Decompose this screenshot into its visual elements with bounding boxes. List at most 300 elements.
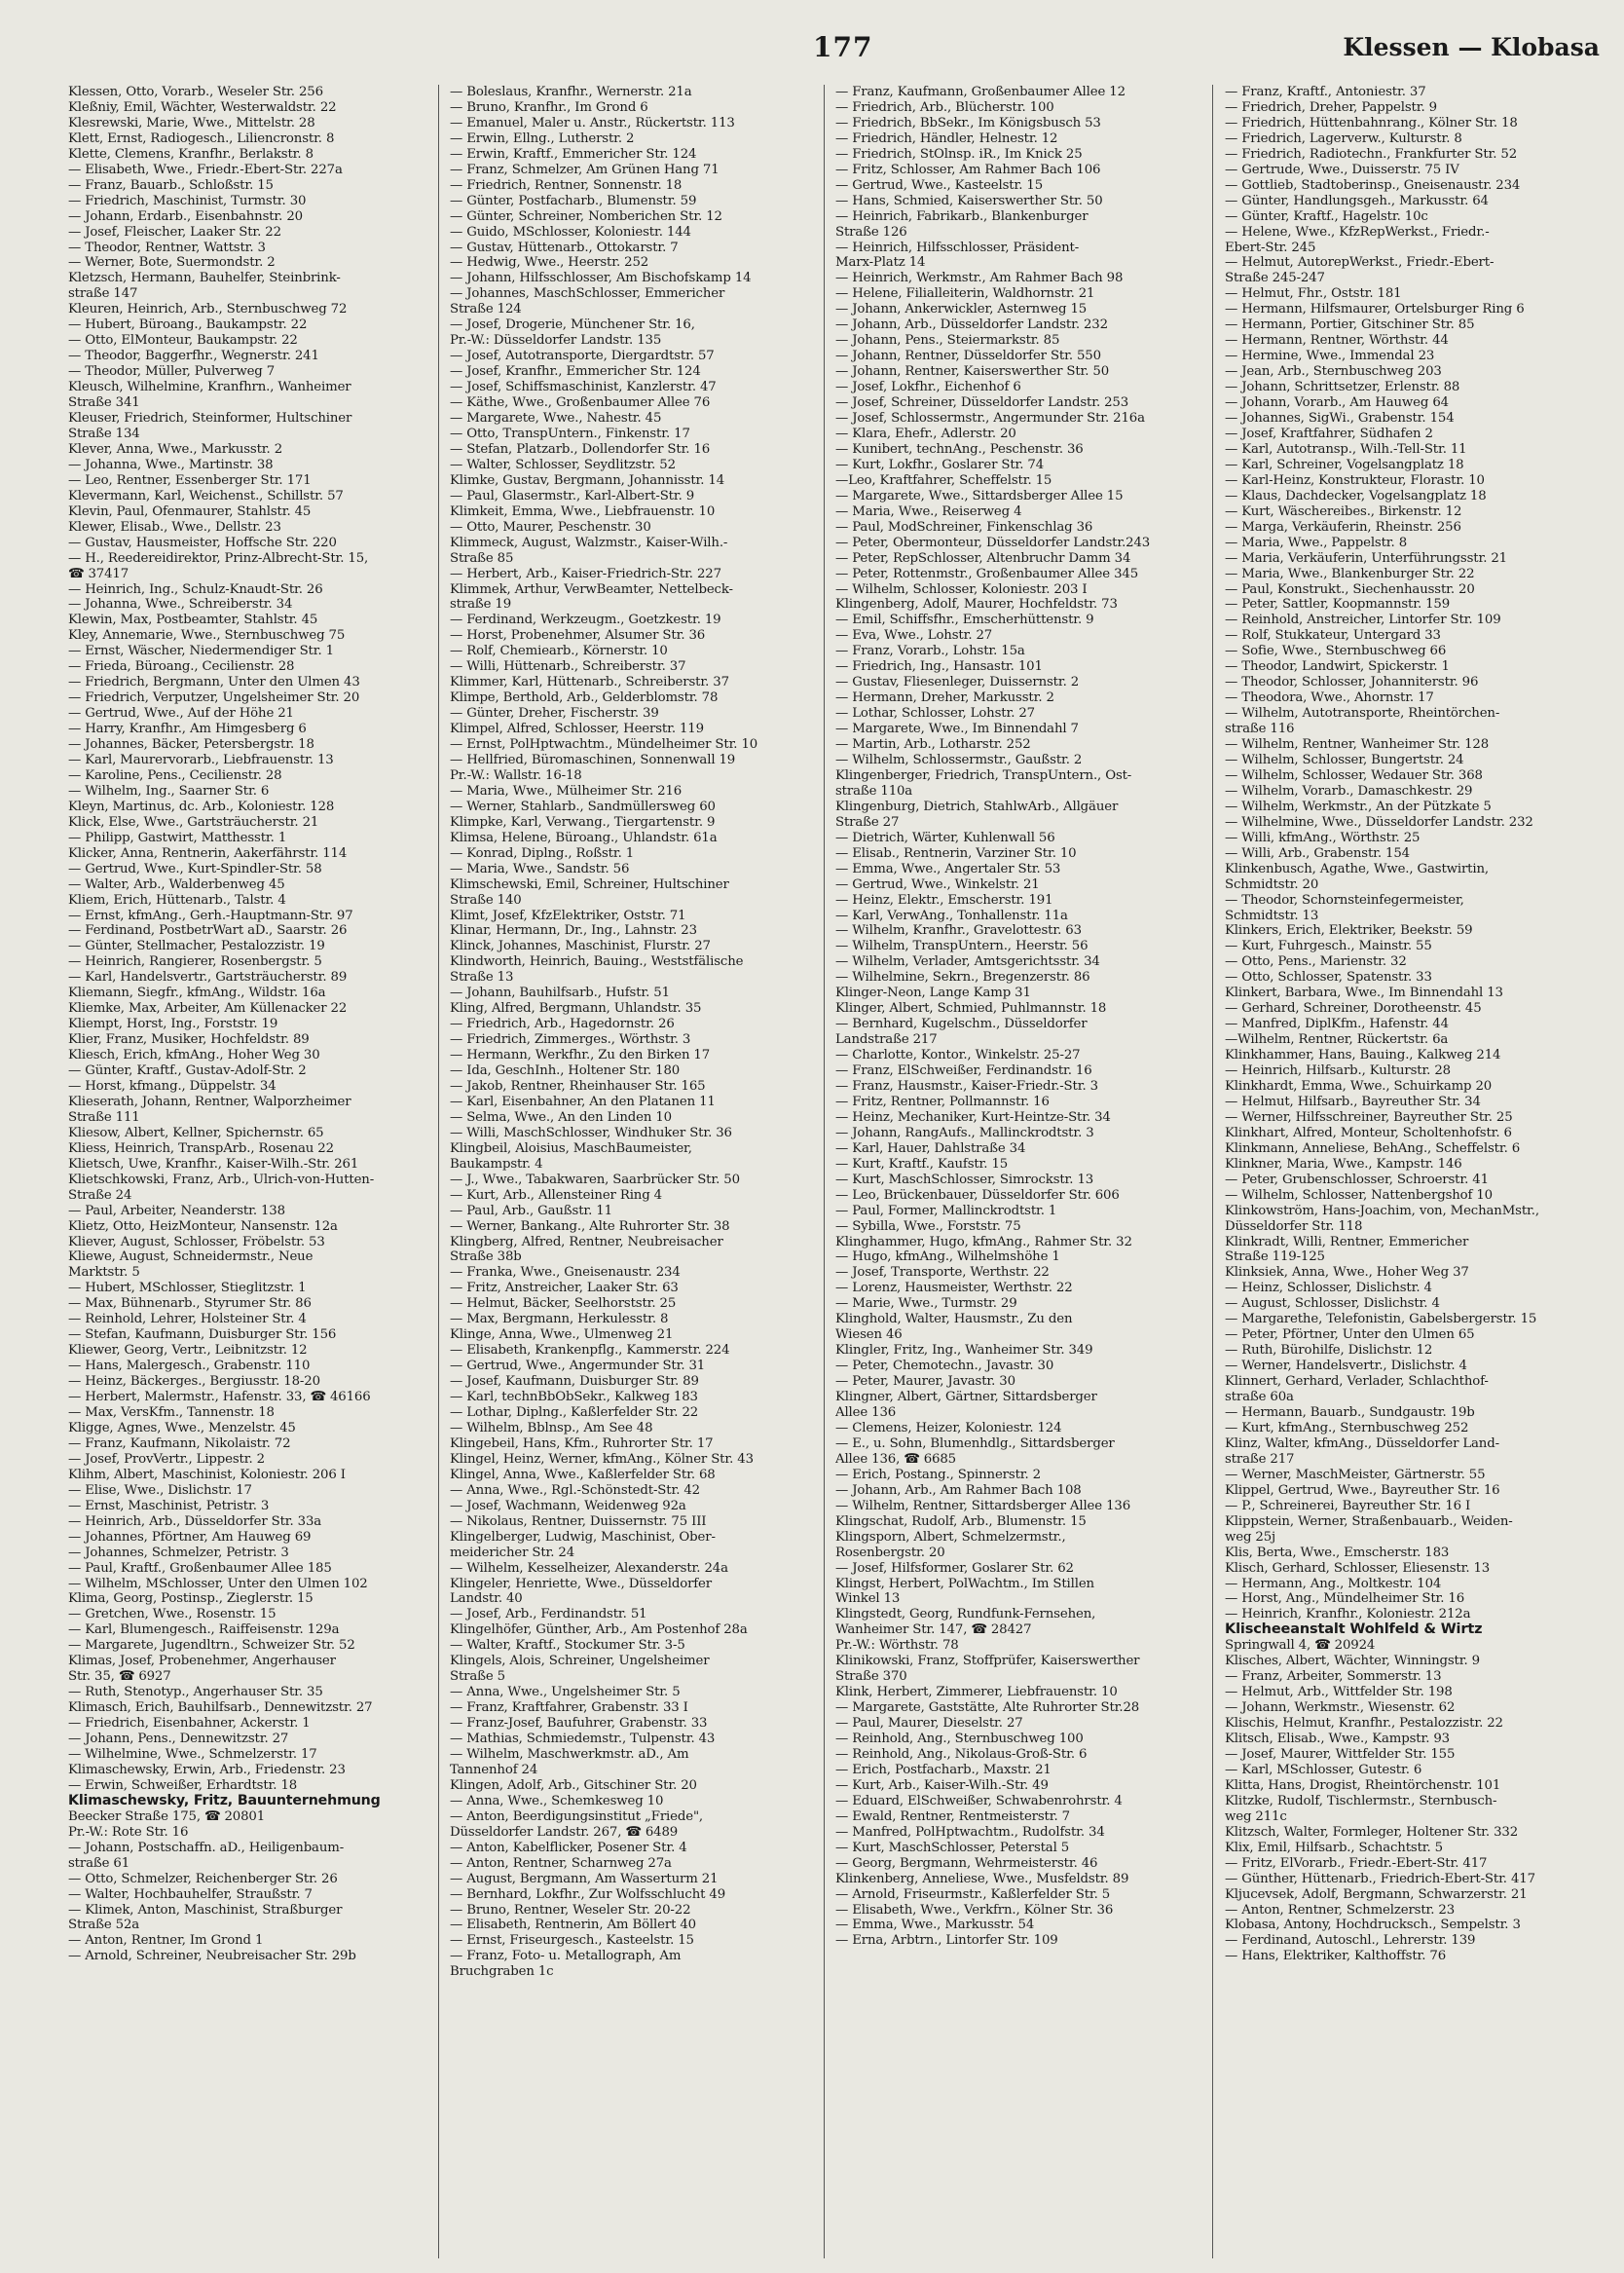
directory-entry: — Horst, Ang., Mündelheimer Str. 16 bbox=[1225, 1591, 1465, 1607]
directory-entry: — Paul, Kraftf., Großenbaumer Allee 185 bbox=[68, 1560, 332, 1576]
directory-entry: — Karl, Handelsvertr., Gartsträucherstr. 89 bbox=[68, 970, 348, 986]
directory-entry: — Heinrich, Ing., Schulz-Knaudt-Str. 26 bbox=[68, 581, 323, 597]
directory-entry: — Anton, Rentner, Im Grond 1 bbox=[68, 1933, 264, 1949]
directory-entry: — Hedwig, Wwe., Heerstr. 252 bbox=[450, 255, 649, 271]
directory-entry: — Ernst, Maschinist, Petristr. 3 bbox=[68, 1498, 270, 1513]
directory-entry: Straße 119-125 bbox=[1225, 1249, 1325, 1265]
directory-entry: — August, Bergmann, Am Wasserturm 21 bbox=[450, 1871, 719, 1886]
directory-entry: Klitzsch, Walter, Formleger, Holtener Str. 332 bbox=[1225, 1824, 1519, 1840]
directory-entry: — Helmut, Arb., Wittfelder Str. 198 bbox=[1225, 1685, 1453, 1700]
directory-entry: — Ida, GeschInh., Holtener Str. 180 bbox=[450, 1063, 681, 1079]
directory-entry: weg 211c bbox=[1225, 1808, 1287, 1824]
directory-entry: Straße 124 bbox=[450, 302, 522, 317]
directory-entry: — Karl, Eisenbahner, An den Platanen 11 bbox=[450, 1094, 716, 1109]
directory-entry: Klingenberger, Friedrich, TranspUntern., Ost- bbox=[835, 767, 1132, 783]
directory-entry: — Hermann, Bauarb., Sundgaustr. 19b bbox=[1225, 1405, 1475, 1421]
directory-entry: — Johann, Werkmstr., Wiesenstr. 62 bbox=[1225, 1700, 1456, 1716]
directory-entry: — Josef, Maurer, Wittfelder Str. 155 bbox=[1225, 1746, 1456, 1762]
directory-entry: Klinghold, Walter, Hausmstr., Zu den bbox=[835, 1312, 1073, 1327]
directory-entry: — Friedrich, Bergmann, Unter den Ulmen 43 bbox=[68, 675, 360, 690]
directory-entry: — Mathias, Schmiedemstr., Tulpenstr. 43 bbox=[450, 1732, 716, 1747]
directory-entry: — Elisabeth, Wwe., Friedr.-Ebert-Str. 227a bbox=[68, 162, 343, 177]
directory-entry: — Walter, Arb., Walderbenweg 45 bbox=[68, 876, 285, 892]
directory-entry: — August, Schlosser, Dislichstr. 4 bbox=[1225, 1296, 1440, 1312]
directory-entry: — Johann, Vorarb., Am Hauweg 64 bbox=[1225, 395, 1449, 411]
column-rule bbox=[1212, 85, 1213, 2258]
directory-entry: — Sofie, Wwe., Sternbuschweg 66 bbox=[1225, 644, 1447, 659]
directory-entry: Klingner, Albert, Gärtner, Sittardsberger bbox=[835, 1390, 1097, 1405]
directory-entry: — Johann, Rentner, Kaiserswerther Str. 50 bbox=[835, 364, 1110, 380]
directory-entry: — Sybilla, Wwe., Forststr. 75 bbox=[835, 1218, 1021, 1234]
directory-entry: — Theodor, Baggerfhr., Wegnerstr. 241 bbox=[68, 349, 319, 364]
directory-entry: — Friedrich, Dreher, Pappelstr. 9 bbox=[1225, 99, 1437, 115]
directory-entry: — Theodor, Schornsteinfegermeister, bbox=[1225, 892, 1464, 908]
directory-entry: Klingeler, Henriette, Wwe., Düsseldorfer bbox=[450, 1576, 712, 1591]
directory-entry: — Heinz, Elektr., Emscherstr. 191 bbox=[835, 892, 1053, 908]
directory-entry: Klicker, Anna, Rentnerin, Aakerfährstr. 114 bbox=[68, 845, 348, 861]
directory-entry: — Helmut, Fhr., Oststr. 181 bbox=[1225, 286, 1402, 302]
directory-entry: — Margarethe, Telefonistin, Gabelsbergerstr. 15 bbox=[1225, 1312, 1537, 1327]
directory-entry: Klimt, Josef, KfzElektriker, Oststr. 71 bbox=[450, 908, 686, 923]
directory-entry: — H., Reedereidirektor, Prinz-Albrecht-Str. 15, bbox=[68, 550, 369, 566]
directory-entry: — Otto, Schlosser, Spatenstr. 33 bbox=[1225, 970, 1432, 986]
directory-entry: — Wilhelm, Schlosser, Bungertstr. 24 bbox=[1225, 752, 1464, 767]
directory-entry: — Gertrud, Wwe., Angermunder Str. 31 bbox=[450, 1359, 706, 1374]
directory-entry: — Klaus, Dachdecker, Vogelsangplatz 18 bbox=[1225, 488, 1487, 503]
directory-entry: Klinger-Neon, Lange Kamp 31 bbox=[835, 986, 1031, 1001]
directory-entry: — J., Wwe., Tabakwaren, Saarbrücker Str. 50 bbox=[450, 1172, 740, 1187]
directory-entry: Kleyn, Martinus, dc. Arb., Koloniestr. 128 bbox=[68, 799, 335, 814]
directory-entry: — Erwin, Ellng., Lutherstr. 2 bbox=[450, 130, 635, 146]
directory-entry: —Wilhelm, Rentner, Rückertstr. 6a bbox=[1225, 1032, 1449, 1048]
directory-entry: — Theodor, Müller, Pulverweg 7 bbox=[68, 364, 276, 380]
directory-entry: — Ewald, Rentner, Rentmeisterstr. 7 bbox=[835, 1808, 1070, 1824]
directory-entry: — Günter, Handlungsgeh., Markusstr. 64 bbox=[1225, 193, 1489, 208]
directory-entry: Straße 13 bbox=[450, 970, 514, 986]
directory-entry: Straße 38b bbox=[450, 1249, 522, 1265]
directory-entry: — Franz, ElSchweißer, Ferdinandstr. 16 bbox=[835, 1063, 1092, 1079]
directory-entry: Klimpe, Berthold, Arb., Gelderblomstr. 78 bbox=[450, 690, 719, 706]
directory-entry: —Leo, Kraftfahrer, Scheffelstr. 15 bbox=[835, 472, 1052, 488]
directory-entry: — Erwin, Schweißer, Erhardtstr. 18 bbox=[68, 1777, 298, 1793]
directory-entry: — Theodor, Landwirt, Spickerstr. 1 bbox=[1225, 659, 1450, 675]
directory-entry: — Otto, TranspUntern., Finkenstr. 17 bbox=[450, 426, 690, 441]
directory-entry: — Eduard, ElSchweißer, Schwabenrohrstr. 4 bbox=[835, 1793, 1123, 1808]
directory-entry: Kliemann, Siegfr., kfmAng., Wildstr. 16a bbox=[68, 986, 326, 1001]
directory-entry: — Josef, Kranfhr., Emmericher Str. 124 bbox=[450, 364, 701, 380]
directory-entry: — Günter, Dreher, Fischerstr. 39 bbox=[450, 706, 659, 722]
directory-entry: — Johanna, Wwe., Schreiberstr. 34 bbox=[68, 597, 293, 613]
directory-entry: — Josef, Kraftfahrer, Südhafen 2 bbox=[1225, 426, 1433, 441]
directory-entry: — Günter, Kraftf., Hagelstr. 10c bbox=[1225, 208, 1428, 224]
directory-entry: — Anna, Wwe., Schemkesweg 10 bbox=[450, 1793, 664, 1808]
directory-entry: — Kurt, Wäschereibes., Birkenstr. 12 bbox=[1225, 503, 1462, 519]
directory-entry: Straße 134 bbox=[68, 426, 140, 441]
directory-entry: — Franz, Kaufmann, Nikolaistr. 72 bbox=[68, 1435, 291, 1451]
directory-entry: — Franz, Vorarb., Lohstr. 15a bbox=[835, 644, 1025, 659]
directory-entry: Straße 85 bbox=[450, 550, 514, 566]
directory-entry: Klietschkowski, Franz, Arb., Ulrich-von-Hutten- bbox=[68, 1172, 375, 1187]
directory-entry: — Peter, Sattler, Koopmannstr. 159 bbox=[1225, 597, 1451, 613]
directory-entry: Klingenburg, Dietrich, StahlwArb., Allgäuer bbox=[835, 799, 1119, 814]
directory-entry: — Theodor, Schlosser, Johanniterstr. 96 bbox=[1225, 675, 1479, 690]
directory-entry: Klinar, Hermann, Dr., Ing., Lahnstr. 23 bbox=[450, 923, 697, 939]
directory-entry: Klingsporn, Albert, Schmelzermstr., bbox=[835, 1529, 1066, 1545]
directory-entry: — Wilhelm, Werkmstr., An der Pützkate 5 bbox=[1225, 799, 1492, 814]
directory-entry: Klesrewski, Marie, Wwe., Mittelstr. 28 bbox=[68, 115, 315, 130]
directory-entry: Straße 24 bbox=[68, 1187, 132, 1203]
directory-entry: — Guido, MSchlosser, Koloniestr. 144 bbox=[450, 224, 691, 240]
directory-entry: — Josef, Lokfhr., Eichenhof 6 bbox=[835, 380, 1021, 395]
directory-entry: Kling, Alfred, Bergmann, Uhlandstr. 35 bbox=[450, 1001, 702, 1017]
directory-entry: — Johann, Arb., Am Rahmer Bach 108 bbox=[835, 1482, 1082, 1498]
directory-entry: — Karoline, Pens., Cecilienstr. 28 bbox=[68, 767, 282, 783]
directory-entry: — Friedrich, Verputzer, Ungelsheimer Str. 20 bbox=[68, 690, 360, 706]
directory-entry: Klingbeil, Aloisius, MaschBaumeister, bbox=[450, 1140, 692, 1156]
directory-entry: — Friedrich, Radiotechn., Frankfurter Str. 52 bbox=[1225, 146, 1518, 162]
directory-entry: Kliever, August, Schlosser, Fröbelstr. 53 bbox=[68, 1234, 325, 1249]
directory-entry: Klinikowski, Franz, Stoffprüfer, Kaiserswerther bbox=[835, 1654, 1140, 1669]
directory-entry: Klingenberg, Adolf, Maurer, Hochfeldstr. 73 bbox=[835, 597, 1118, 613]
directory-entry: — Karl, Maurervorarb., Liebfrauenstr. 13 bbox=[68, 752, 334, 767]
directory-entry: — Helmut, AutorepWerkst., Friedr.-Ebert- bbox=[1225, 255, 1495, 271]
directory-entry: Kliesch, Erich, kfmAng., Hoher Weg 30 bbox=[68, 1048, 320, 1063]
directory-entry: — Johann, RangAufs., Mallinckrodtstr. 3 bbox=[835, 1125, 1094, 1140]
directory-entry: — Otto, Pens., Marienstr. 32 bbox=[1225, 954, 1407, 970]
directory-entry: straße 61 bbox=[68, 1855, 129, 1871]
directory-entry: — Josef, Transporte, Werthstr. 22 bbox=[835, 1265, 1050, 1281]
directory-entry: — Max, Bühnenarb., Styrumer Str. 86 bbox=[68, 1296, 312, 1312]
directory-entry: — Heinrich, Fabrikarb., Blankenburger bbox=[835, 208, 1089, 224]
directory-entry: Düsseldorfer Landstr. 267, ☎ 6489 bbox=[450, 1824, 679, 1840]
directory-entry: — Johann, Pens., Steiermarkstr. 85 bbox=[835, 333, 1060, 349]
directory-entry: Kliewer, Georg, Vertr., Leibnitzstr. 12 bbox=[68, 1343, 308, 1359]
directory-entry: — Hermine, Wwe., Immendal 23 bbox=[1225, 349, 1435, 364]
directory-entry: Klobasa, Antony, Hochdrucksch., Sempelstr. 3 bbox=[1225, 1918, 1521, 1933]
directory-entry: — Hellfried, Büromaschinen, Sonnenwall 19 bbox=[450, 752, 736, 767]
directory-entry: — Lorenz, Hausmeister, Werthstr. 22 bbox=[835, 1281, 1073, 1296]
directory-entry: — Elisabeth, Krankenpflg., Kammerstr. 224 bbox=[450, 1343, 730, 1359]
directory-entry: — Hubert, Büroang., Baukampstr. 22 bbox=[68, 317, 308, 333]
directory-entry: — Helene, Wwe., KfzRepWerkst., Friedr.- bbox=[1225, 224, 1490, 240]
directory-entry: — Wilhelm, Vorarb., Damaschkestr. 29 bbox=[1225, 783, 1473, 799]
directory-entry: Klimaschewsky, Erwin, Arb., Friedenstr. 23 bbox=[68, 1762, 346, 1777]
directory-entry: — Wilhelm, Verlader, Amtsgerichtsstr. 34 bbox=[835, 954, 1100, 970]
directory-entry: — Kurt, MaschSchlosser, Peterstal 5 bbox=[835, 1840, 1070, 1855]
directory-entry: — Johannes, Schmelzer, Petristr. 3 bbox=[68, 1545, 289, 1560]
directory-entry: — Maria, Wwe., Sandstr. 56 bbox=[450, 861, 630, 876]
directory-entry: — Friedrich, Ing., Hansastr. 101 bbox=[835, 659, 1043, 675]
directory-entry: — Anton, Kabelflicker, Posener Str. 4 bbox=[450, 1840, 687, 1855]
directory-entry: — Johann, Ankerwickler, Asternweg 15 bbox=[835, 302, 1088, 317]
directory-entry: — Kurt, Kraftf., Kaufstr. 15 bbox=[835, 1156, 1009, 1172]
directory-entry: — Fritz, Anstreicher, Laaker Str. 63 bbox=[450, 1281, 679, 1296]
directory-entry: Klingst, Herbert, PolWachtm., Im Stillen bbox=[835, 1576, 1094, 1591]
directory-entry: — Kurt, MaschSchlosser, Simrockstr. 13 bbox=[835, 1172, 1094, 1187]
directory-entry: — Marie, Wwe., Turmstr. 29 bbox=[835, 1296, 1017, 1312]
directory-entry: Klieserath, Johann, Rentner, Walporzheimer bbox=[68, 1094, 351, 1109]
directory-entry: Straße 52a bbox=[68, 1918, 140, 1933]
directory-entry: — Werner, Stahlarb., Sandmüllersweg 60 bbox=[450, 799, 716, 814]
directory-entry: — Johannes, MaschSchlosser, Emmericher bbox=[450, 286, 725, 302]
directory-entry: — Ernst, kfmAng., Gerh.-Hauptmann-Str. 97 bbox=[68, 908, 353, 923]
directory-entry: — Johannes, SigWi., Grabenstr. 154 bbox=[1225, 411, 1455, 427]
directory-entry: — Anna, Wwe., Rgl.-Schönstedt-Str. 42 bbox=[450, 1482, 700, 1498]
directory-entry: Kleuren, Heinrich, Arb., Sternbuschweg 72 bbox=[68, 302, 348, 317]
directory-entry: Klihm, Albert, Maschinist, Koloniestr. 206 I bbox=[68, 1467, 346, 1482]
directory-entry: — Anton, Rentner, Schmelzerstr. 23 bbox=[1225, 1902, 1456, 1918]
directory-entry: Klingelberger, Ludwig, Maschinist, Ober- bbox=[450, 1529, 716, 1545]
directory-entry: — Käthe, Wwe., Großenbaumer Allee 76 bbox=[450, 395, 711, 411]
directory-entry: — Helene, Filialleiterin, Waldhornstr. 21 bbox=[835, 286, 1095, 302]
directory-entry: — Karl-Heinz, Konstrukteur, Florastr. 10 bbox=[1225, 472, 1485, 488]
directory-entry: — Friedrich, Händler, Helnestr. 12 bbox=[835, 130, 1058, 146]
directory-entry: Baukampstr. 4 bbox=[450, 1156, 543, 1172]
directory-entry: Klever, Anna, Wwe., Markusstr. 2 bbox=[68, 441, 283, 457]
directory-entry: weg 25j bbox=[1225, 1529, 1275, 1545]
directory-entry: — Horst, Probenehmer, Alsumer Str. 36 bbox=[450, 628, 706, 644]
directory-entry: Klingel, Heinz, Werner, kfmAng., Kölner Str. 43 bbox=[450, 1451, 754, 1467]
directory-entry: — Gustav, Hausmeister, Hoffsche Str. 220 bbox=[68, 535, 337, 550]
directory-entry: straße 217 bbox=[1225, 1451, 1295, 1467]
directory-entry: — Franz, Hausmstr., Kaiser-Friedr.-Str. 3 bbox=[835, 1079, 1098, 1094]
directory-entry: Klevermann, Karl, Weichenst., Schillstr. 57 bbox=[68, 488, 344, 503]
directory-entry: meidericher Str. 24 bbox=[450, 1545, 575, 1560]
directory-entry: Klinkert, Barbara, Wwe., Im Binnendahl 13 bbox=[1225, 986, 1503, 1001]
directory-entry: — Karl, Blumengesch., Raiffeisenstr. 129a bbox=[68, 1622, 340, 1638]
directory-entry: — Leo, Rentner, Essenberger Str. 171 bbox=[68, 472, 312, 488]
directory-entry: — Johann, Bauhilfsarb., Hufstr. 51 bbox=[450, 986, 670, 1001]
directory-entry: Wanheimer Str. 147, ☎ 28427 bbox=[835, 1622, 1032, 1638]
directory-entry: Klett, Ernst, Radiogesch., Liliencronstr. 8 bbox=[68, 130, 335, 146]
directory-entry: — Ferdinand, Werkzeugm., Goetzkestr. 19 bbox=[450, 613, 721, 628]
directory-entry: — Ernst, Friseurgesch., Kasteelstr. 15 bbox=[450, 1933, 694, 1949]
directory-entry: — Elisabeth, Rentnerin, Am Böllert 40 bbox=[450, 1918, 696, 1933]
directory-entry: — Maria, Wwe., Blankenburger Str. 22 bbox=[1225, 566, 1475, 581]
directory-entry: Düsseldorfer Str. 118 bbox=[1225, 1218, 1363, 1234]
directory-entry: — Paul, Glasermstr., Karl-Albert-Str. 9 bbox=[450, 488, 695, 503]
directory-entry: — Karl, Schreiner, Vogelsangplatz 18 bbox=[1225, 457, 1464, 472]
directory-entry: — Josef, Kaufmann, Duisburger Str. 89 bbox=[450, 1374, 699, 1390]
directory-entry: — Wilhelm, Schlosser, Nattenbergshof 10 bbox=[1225, 1187, 1493, 1203]
directory-entry: — Margarete, Gaststätte, Alte Ruhrorter Str.28 bbox=[835, 1700, 1140, 1716]
directory-entry: — Friedrich, Arb., Blücherstr. 100 bbox=[835, 99, 1054, 115]
directory-entry: Klinkradt, Willi, Rentner, Emmericher bbox=[1225, 1234, 1469, 1249]
directory-entry: — Charlotte, Kontor., Winkelstr. 25-27 bbox=[835, 1048, 1081, 1063]
directory-entry: Klingen, Adolf, Arb., Gitschiner Str. 20 bbox=[450, 1777, 697, 1793]
directory-entry: — Leo, Brückenbauer, Düsseldorfer Str. 606 bbox=[835, 1187, 1120, 1203]
directory-entry: — Gerhard, Schreiner, Dorotheenstr. 45 bbox=[1225, 1001, 1482, 1017]
directory-entry: — Paul, Konstrukt., Siechenhausstr. 20 bbox=[1225, 581, 1475, 597]
directory-entry: — Willi, kfmAng., Wörthstr. 25 bbox=[1225, 830, 1421, 845]
directory-entry: — Reinhold, Lehrer, Holsteiner Str. 4 bbox=[68, 1312, 307, 1327]
directory-entry: — Karl, Autotransp., Wilh.-Tell-Str. 11 bbox=[1225, 441, 1467, 457]
directory-entry: — Heinrich, Hilfsschlosser, Präsident- bbox=[835, 240, 1080, 255]
directory-entry: — Theodor, Rentner, Wattstr. 3 bbox=[68, 240, 266, 255]
directory-entry: Kleßniy, Emil, Wächter, Westerwaldstr. 22 bbox=[68, 99, 337, 115]
directory-entry: — Reinhold, Ang., Nikolaus-Groß-Str. 6 bbox=[835, 1746, 1088, 1762]
directory-entry: — Hermann, Hilfsmaurer, Ortelsburger Ring 6 bbox=[1225, 302, 1525, 317]
directory-entry: Schmidtstr. 13 bbox=[1225, 908, 1319, 923]
directory-entry: — Fritz, Rentner, Pollmannstr. 16 bbox=[835, 1094, 1050, 1109]
directory-entry: Landstr. 40 bbox=[450, 1591, 523, 1607]
directory-entry: — Günter, Kraftf., Gustav-Adolf-Str. 2 bbox=[68, 1063, 307, 1079]
directory-entry: Klewer, Elisab., Wwe., Dellstr. 23 bbox=[68, 519, 281, 535]
directory-entry: — Emma, Wwe., Markusstr. 54 bbox=[835, 1918, 1035, 1933]
directory-entry: — Ruth, Stenotyp., Angerhauser Str. 35 bbox=[68, 1685, 323, 1700]
directory-entry: Klinkmann, Anneliese, BehAng., Scheffelstr. 6 bbox=[1225, 1140, 1521, 1156]
directory-entry: — Reinhold, Ang., Sternbuschweg 100 bbox=[835, 1732, 1084, 1747]
directory-entry: — Josef, Autotransporte, Diergardtstr. 57 bbox=[450, 349, 715, 364]
directory-entry: Klimpke, Karl, Verwang., Tiergartenstr. 9 bbox=[450, 814, 716, 830]
directory-entry: Kletzsch, Hermann, Bauhelfer, Steinbrink- bbox=[68, 271, 341, 286]
directory-entry: — Friedrich, StOlnsp. iR., Im Knick 25 bbox=[835, 146, 1083, 162]
directory-entry: Klinkers, Erich, Elektriker, Beekstr. 59 bbox=[1225, 923, 1473, 939]
directory-entry: — P., Schreinerei, Bayreuther Str. 16 I bbox=[1225, 1498, 1471, 1513]
directory-entry: — Gertrud, Wwe., Auf der Höhe 21 bbox=[68, 706, 294, 722]
directory-entry: Klingelhöfer, Günther, Arb., Am Postenhof 28a bbox=[450, 1622, 748, 1638]
directory-entry: Kliempt, Horst, Ing., Forststr. 19 bbox=[68, 1017, 278, 1032]
directory-entry: — Wilhelm, Autotransporte, Rheintörchen- bbox=[1225, 706, 1500, 722]
directory-columns bbox=[68, 85, 1606, 2266]
directory-entry: — Kurt, Lokfhr., Goslarer Str. 74 bbox=[835, 457, 1045, 472]
directory-entry: Kligge, Agnes, Wwe., Menzelstr. 45 bbox=[68, 1420, 296, 1435]
directory-entry: — Franz-Josef, Baufuhrer, Grabenstr. 33 bbox=[450, 1716, 708, 1732]
directory-entry: — Maria, Wwe., Mülheimer Str. 216 bbox=[450, 783, 683, 799]
directory-entry: — Josef, Schlossermstr., Angermunder Str. 216a bbox=[835, 411, 1145, 427]
directory-entry: — Herbert, Malermstr., Hafenstr. 33, ☎ 46166 bbox=[68, 1390, 371, 1405]
directory-entry: — Werner, Bote, Suermondstr. 2 bbox=[68, 255, 276, 271]
directory-entry: — Josef, ProvVertr., Lippestr. 2 bbox=[68, 1451, 265, 1467]
directory-entry: — Heinz, Schlosser, Dislichstr. 4 bbox=[1225, 1281, 1432, 1296]
directory-entry: — Maria, Verkäuferin, Unterführungsstr. 21 bbox=[1225, 550, 1507, 566]
directory-entry: — Paul, Arb., Gaußstr. 11 bbox=[450, 1203, 612, 1218]
directory-entry: — Ferdinand, Autoschl., Lehrerstr. 139 bbox=[1225, 1933, 1476, 1949]
directory-entry: — Hugo, kfmAng., Wilhelmshöhe 1 bbox=[835, 1249, 1060, 1265]
directory-entry: — Manfred, PolHptwachtm., Rudolfstr. 34 bbox=[835, 1824, 1105, 1840]
directory-entry: — Heinrich, Werkmstr., Am Rahmer Bach 98 bbox=[835, 271, 1124, 286]
directory-entry: — Bernhard, Kugelschm., Düsseldorfer bbox=[835, 1017, 1088, 1032]
directory-entry: — Werner, Hilfsschreiner, Bayreuther Str. 25 bbox=[1225, 1109, 1513, 1125]
directory-entry: — Heinrich, Arb., Düsseldorfer Str. 33a bbox=[68, 1513, 322, 1529]
directory-entry: — Anna, Wwe., Ungelsheimer Str. 5 bbox=[450, 1685, 681, 1700]
directory-entry: — Erich, Postfacharb., Maxstr. 21 bbox=[835, 1762, 1052, 1777]
directory-entry: — Helmut, Hilfsarb., Bayreuther Str. 34 bbox=[1225, 1094, 1481, 1109]
directory-entry: — Emma, Wwe., Angertaler Str. 53 bbox=[835, 861, 1061, 876]
directory-entry: Klingberg, Alfred, Rentner, Neubreisacher bbox=[450, 1234, 723, 1249]
directory-entry: — Paul, Former, Mallinckrodtstr. 1 bbox=[835, 1203, 1057, 1218]
directory-entry: — Konrad, Diplng., Roßstr. 1 bbox=[450, 845, 635, 861]
directory-entry: — Wilhelm, MSchlosser, Unter den Ulmen 102 bbox=[68, 1576, 368, 1591]
directory-entry: Straße 27 bbox=[835, 814, 900, 830]
directory-entry: straße 110a bbox=[835, 783, 913, 799]
directory-entry: — Bernhard, Lokfhr., Zur Wolfsschlucht 49 bbox=[450, 1886, 726, 1902]
directory-entry: Landstraße 217 bbox=[835, 1032, 938, 1048]
directory-entry: Klingschat, Rudolf, Arb., Blumenstr. 15 bbox=[835, 1513, 1087, 1529]
directory-entry: Kliess, Heinrich, TranspArb., Rosenau 22 bbox=[68, 1140, 334, 1156]
directory-entry: — Paul, ModSchreiner, Finkenschlag 36 bbox=[835, 519, 1093, 535]
page-header bbox=[0, 21, 1624, 64]
directory-entry: Klinghammer, Hugo, kfmAng., Rahmer Str. 32 bbox=[835, 1234, 1132, 1249]
directory-entry: — Franz, Bauarb., Schloßstr. 15 bbox=[68, 177, 274, 193]
directory-entry: Klis, Berta, Wwe., Emscherstr. 183 bbox=[1225, 1545, 1450, 1560]
directory-entry: Klischeeanstalt Wohlfeld & Wirtz bbox=[1225, 1621, 1483, 1638]
directory-entry: — Gretchen, Wwe., Rosenstr. 15 bbox=[68, 1607, 277, 1622]
directory-entry: — Harry, Kranfhr., Am Himgesberg 6 bbox=[68, 722, 307, 737]
directory-entry: Bruchgraben 1c bbox=[450, 1964, 554, 1980]
directory-entry: — Werner, Bankang., Alte Ruhrorter Str. 38 bbox=[450, 1218, 730, 1234]
directory-entry: Klette, Clemens, Kranfhr., Berlakstr. 8 bbox=[68, 146, 314, 162]
directory-entry: Marktstr. 5 bbox=[68, 1265, 140, 1281]
directory-entry: — Wilhelmine, Wwe., Schmelzerstr. 17 bbox=[68, 1746, 317, 1762]
directory-entry: — Gertrud, Wwe., Kurt-Spindler-Str. 58 bbox=[68, 861, 322, 876]
directory-entry: Pr.-W.: Düsseldorfer Landstr. 135 bbox=[450, 333, 662, 349]
directory-entry: Klink, Herbert, Zimmerer, Liebfrauenstr. 10 bbox=[835, 1685, 1118, 1700]
directory-entry: — Max, VersKfm., Tannenstr. 18 bbox=[68, 1405, 275, 1421]
directory-entry: Klinkhart, Alfred, Monteur, Scholtenhofstr. 6 bbox=[1225, 1125, 1512, 1140]
directory-entry: — Kurt, Fuhrgesch., Mainstr. 55 bbox=[1225, 939, 1432, 954]
directory-entry: — Wilhelm, Schlossermstr., Gaußstr. 2 bbox=[835, 752, 1083, 767]
running-head: Klessen — Klobasa bbox=[1343, 33, 1600, 61]
directory-entry: — Wilhelm, Schlosser, Wedauer Str. 368 bbox=[1225, 767, 1483, 783]
directory-entry: — Karl, VerwAng., Tonhallenstr. 11a bbox=[835, 908, 1068, 923]
directory-entry: — Jean, Arb., Sternbuschweg 203 bbox=[1225, 364, 1442, 380]
directory-entry: — Wilhelm, Maschwerkmstr. aD., Am bbox=[450, 1746, 689, 1762]
directory-entry: — Bruno, Kranfhr., Im Grond 6 bbox=[450, 99, 648, 115]
directory-entry: — Hubert, MSchlosser, Stieglitzstr. 1 bbox=[68, 1281, 307, 1296]
directory-entry: Pr.-W.: Rote Str. 16 bbox=[68, 1824, 189, 1840]
directory-entry: — Elise, Wwe., Dislichstr. 17 bbox=[68, 1482, 252, 1498]
directory-entry: — Johann, Postschaffn. aD., Heiligenbaum- bbox=[68, 1840, 345, 1855]
directory-entry: Klinz, Walter, kfmAng., Düsseldorfer Land- bbox=[1225, 1435, 1499, 1451]
directory-entry: Straße 5 bbox=[450, 1669, 505, 1685]
directory-entry: Klimsa, Helene, Büroang., Uhlandstr. 61a bbox=[450, 830, 718, 845]
directory-entry: — Frieda, Büroang., Cecilienstr. 28 bbox=[68, 659, 295, 675]
directory-entry: — Erna, Arbtrn., Lintorfer Str. 109 bbox=[835, 1933, 1058, 1949]
directory-entry: — Günter, Schreiner, Nomberichen Str. 12 bbox=[450, 208, 722, 224]
directory-entry: Klimpel, Alfred, Schlosser, Heerstr. 119 bbox=[450, 722, 704, 737]
directory-entry: Beecker Straße 175, ☎ 20801 bbox=[68, 1808, 266, 1824]
directory-entry: — Günther, Hüttenarb., Friedrich-Ebert-Str. 417 bbox=[1225, 1871, 1535, 1886]
directory-entry: — Marga, Verkäuferin, Rheinstr. 256 bbox=[1225, 519, 1461, 535]
directory-entry: — Willi, MaschSchlosser, Windhuker Str. 36 bbox=[450, 1125, 732, 1140]
directory-entry: Klimkeit, Emma, Wwe., Liebfrauenstr. 10 bbox=[450, 503, 716, 519]
directory-entry: — Karl, Hauer, Dahlstraße 34 bbox=[835, 1140, 1026, 1156]
directory-entry: — Selma, Wwe., An den Linden 10 bbox=[450, 1109, 672, 1125]
directory-entry: — Arnold, Friseurmstr., Kaßlerfelder Str. 5 bbox=[835, 1886, 1111, 1902]
directory-entry: Klisches, Albert, Wächter, Winningstr. 9 bbox=[1225, 1654, 1480, 1669]
directory-entry: — Franz, Schmelzer, Am Grünen Hang 71 bbox=[450, 162, 720, 177]
directory-entry: Allee 136 bbox=[835, 1405, 897, 1421]
directory-entry: — Werner, MaschMeister, Gärtnerstr. 55 bbox=[1225, 1467, 1486, 1482]
directory-entry: Klitta, Hans, Drogist, Rheintörchenstr. 101 bbox=[1225, 1777, 1501, 1793]
directory-entry: — Peter, Maurer, Javastr. 30 bbox=[835, 1374, 1015, 1390]
directory-entry: — Werner, Handelsvertr., Dislichstr. 4 bbox=[1225, 1359, 1467, 1374]
directory-entry: — Ernst, PolHptwachtm., Mündelheimer Str. 10 bbox=[450, 737, 758, 753]
directory-entry: ☎ 37417 bbox=[68, 566, 129, 581]
directory-entry: — Kurt, Arb., Allensteiner Ring 4 bbox=[450, 1187, 662, 1203]
directory-entry: — Karl, technBbObSekr., Kalkweg 183 bbox=[450, 1390, 698, 1405]
directory-entry: — Johanna, Wwe., Martinstr. 38 bbox=[68, 457, 274, 472]
directory-entry: Kliesow, Albert, Kellner, Spichernstr. 65 bbox=[68, 1125, 324, 1140]
directory-entry: — Franz, Foto- u. Metallograph, Am bbox=[450, 1949, 682, 1964]
directory-entry: — Wilhelm, Rentner, Wanheimer Str. 128 bbox=[1225, 737, 1490, 753]
directory-entry: — Friedrich, Hüttenbahnrang., Kölner Str. 18 bbox=[1225, 115, 1518, 130]
directory-entry: straße 19 bbox=[450, 597, 511, 613]
directory-entry: Marx-Platz 14 bbox=[835, 255, 926, 271]
directory-entry: Kljucevsek, Adolf, Bergmann, Schwarzerstr. 21 bbox=[1225, 1886, 1528, 1902]
directory-entry: Straße 341 bbox=[68, 395, 140, 411]
